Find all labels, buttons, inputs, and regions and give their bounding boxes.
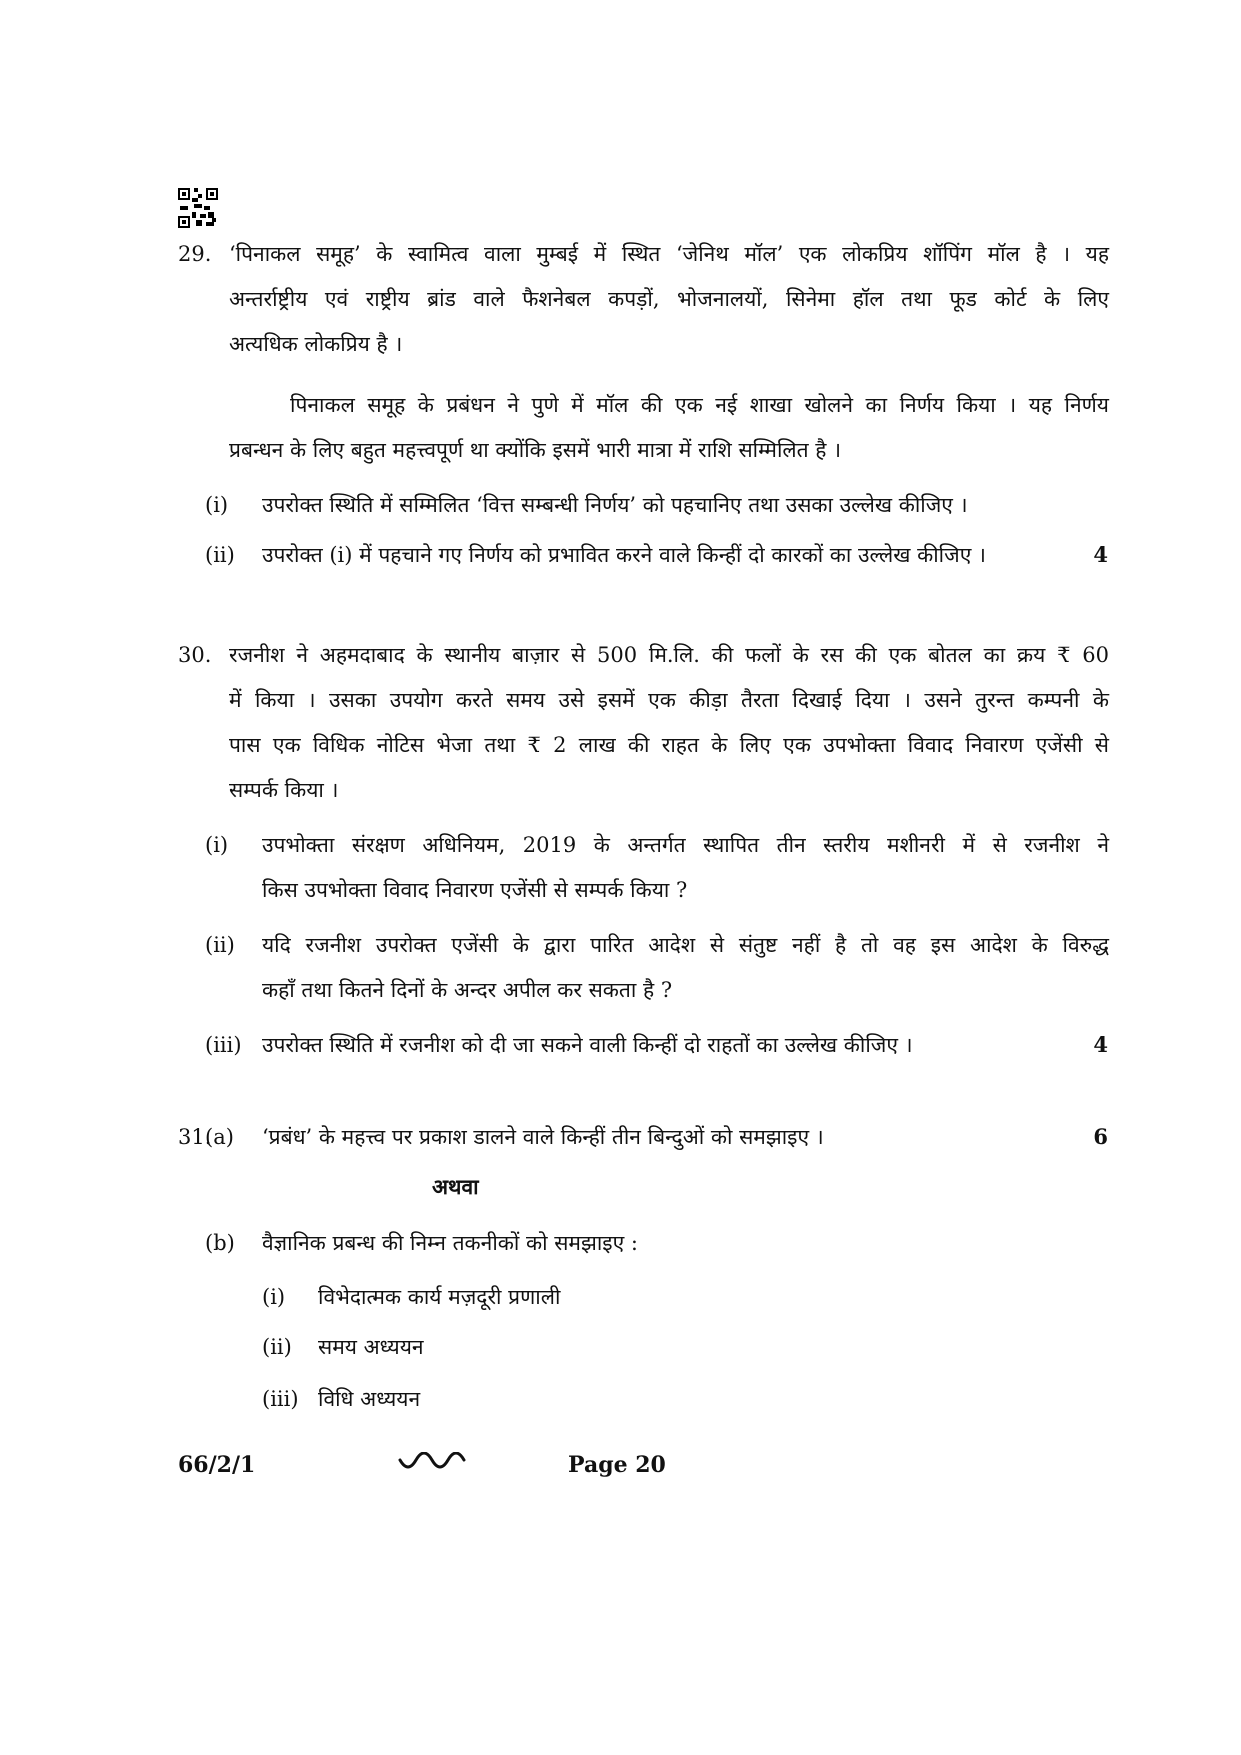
q29-para2-line2: प्रबन्धन के लिए बहुत महत्त्वपूर्ण था क्योंकि इसमें भारी मात्रा में राशि सम्मिलित है ।: [229, 438, 842, 462]
q30-sub-ii-line1: यदि रजनीश उपरोक्त एजेंसी के द्वारा पारित आदेश से संतुष्ट नहीं है तो वह इस आदेश के विरुद्ध: [262, 933, 1109, 957]
q31-b-item-label: (iii): [262, 1387, 299, 1411]
q30-sub-ii-line2: कहाँ तथा कितने दिनों के अन्दर अपील कर सकता है ?: [262, 978, 673, 1002]
q30-sub-iii-label: (iii): [205, 1033, 242, 1057]
qr-code-icon: [178, 188, 218, 228]
q29-sub-ii-text: उपरोक्त (i) में पहचाने गए निर्णय को प्रभावित करने वाले किन्हीं दो कारकों का उल्लेख कीजिए ।: [262, 543, 986, 567]
question-number-31: 31.: [178, 1125, 212, 1149]
q29-para1-line1: ‘पिनाकल समूह’ के स्वामित्व वाला मुम्बई में स्थित ‘जेनिथ मॉल’ एक लोकप्रिय शॉपिंग मॉल है । यह: [229, 242, 1109, 266]
q30-sub-i-line1: उपभोक्ता संरक्षण अधिनियम, 2019 के अन्तर्गत स्थापित तीन स्तरीय मशीनरी में से रजनीश ने: [262, 833, 1109, 857]
q31-marks: 6: [1093, 1124, 1108, 1149]
q30-para1-line1: रजनीश ने अहमदाबाद के स्थानीय बाज़ार से 500 मि.लि. की फलों के रस की एक बोतल का क्रय ₹ 60: [229, 643, 1109, 667]
q30-para1-line2: में किया । उसका उपयोग करते समय उसे इसमें एक कीड़ा तैरता दिखाई दिया । उसने तुरन्त कम्पनी के: [229, 688, 1109, 712]
q31-b-item-text: विधि अध्ययन: [318, 1387, 421, 1411]
q31-b-text: वैज्ञानिक प्रबन्ध की निम्न तकनीकों को समझाइए :: [262, 1231, 638, 1255]
q30-para1-line4: सम्पर्क किया ।: [229, 778, 339, 802]
page-number: Page 20: [568, 1452, 666, 1478]
q30-sub-i-label: (i): [205, 833, 229, 857]
q29-marks: 4: [1093, 542, 1108, 567]
q29-para1-line3: अत्यधिक लोकप्रिय है ।: [229, 332, 403, 356]
q30-sub-ii-label: (ii): [205, 933, 235, 957]
q31-b-item-label: (i): [262, 1285, 286, 1309]
q29-para2-line1: पिनाकल समूह के प्रबंधन ने पुणे में मॉल की एक नई शाखा खोलने का निर्णय किया । यह निर्णय: [290, 393, 1109, 417]
q31-b-item-text: विभेदात्मक कार्य मज़दूरी प्रणाली: [318, 1285, 561, 1309]
paper-code: 66/2/1: [178, 1452, 256, 1478]
or-heading: अथवा: [432, 1174, 479, 1199]
q29-sub-ii-label: (ii): [205, 543, 235, 567]
q31-b-label: (b): [205, 1231, 235, 1255]
q31-b-item-label: (ii): [262, 1335, 292, 1359]
q30-sub-iii-text: उपरोक्त स्थिति में रजनीश को दी जा सकने वाली किन्हीं दो राहतों का उल्लेख कीजिए ।: [262, 1033, 913, 1057]
q30-para1-line3: पास एक विधिक नोटिस भेजा तथा ₹ 2 लाख की राहत के लिए एक उपभोक्ता विवाद निवारण एजेंसी से: [229, 733, 1109, 757]
q30-marks: 4: [1093, 1032, 1108, 1057]
q29-para1-line2: अन्तर्राष्ट्रीय एवं राष्ट्रीय ब्रांड वाले फैशनेबल कपड़ों, भोजनालयों, सिनेमा हॉल तथा फूड कोर्ट के लिए: [229, 287, 1109, 311]
q29-sub-i-label: (i): [205, 493, 229, 517]
wave-ornament-icon: [398, 1452, 468, 1476]
q31-a-label: (a): [205, 1125, 234, 1149]
q31-a-text: ‘प्रबंध’ के महत्त्व पर प्रकाश डालने वाले किन्हीं तीन बिन्दुओं को समझाइए ।: [262, 1125, 824, 1149]
question-number-30: 30.: [178, 643, 212, 667]
q31-b-item-text: समय अध्ययन: [318, 1335, 424, 1359]
question-number-29: 29.: [178, 242, 212, 266]
q30-sub-i-line2: किस उपभोक्ता विवाद निवारण एजेंसी से सम्पर्क किया ?: [262, 878, 688, 902]
q29-sub-i-text: उपरोक्त स्थिति में सम्मिलित ‘वित्त सम्बन्धी निर्णय’ को पहचानिए तथा उसका उल्लेख कीजिए ।: [262, 493, 968, 517]
